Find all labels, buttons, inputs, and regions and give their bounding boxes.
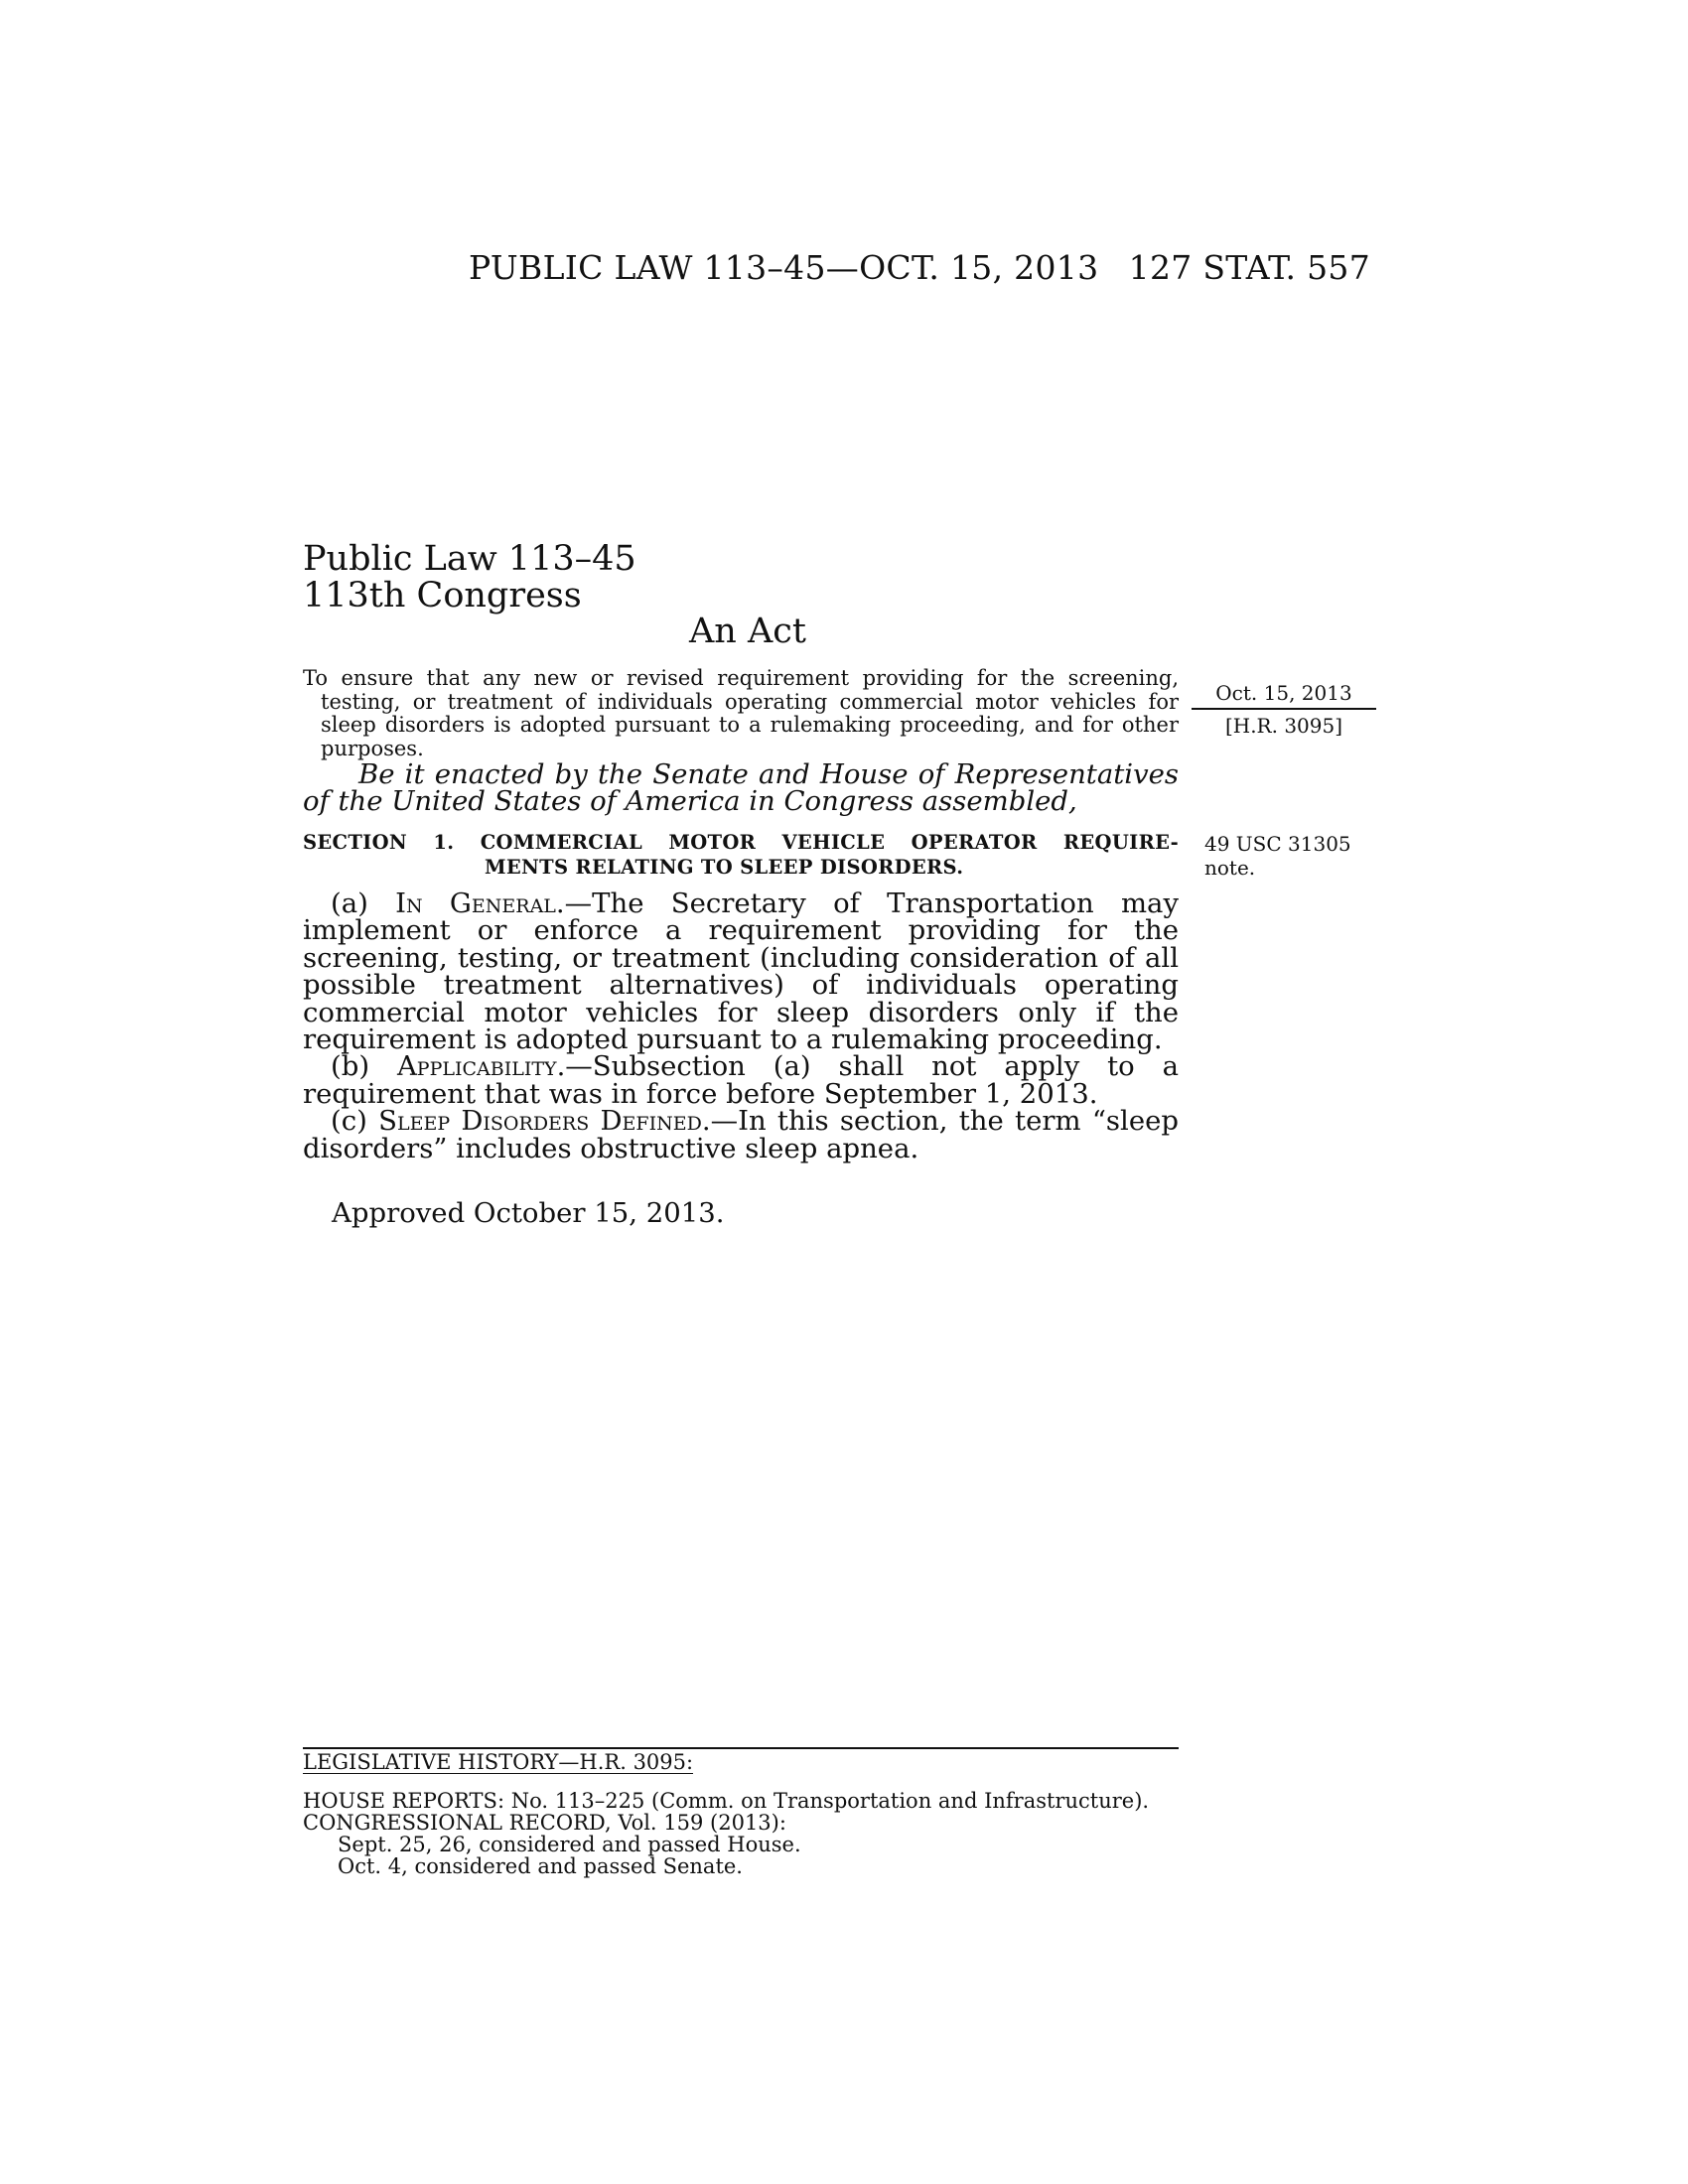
usc-citation-line: 49 USC 31305 (1204, 832, 1351, 856)
subsection-label: (a) (331, 887, 368, 919)
footer-divider (303, 1747, 1179, 1749)
subsection-heading: In General (395, 887, 556, 919)
public-law-number: Public Law 113–45 (303, 539, 636, 579)
section-heading-line-1: SECTION 1. COMMERCIAL MOTOR VEHICLE OPERATOR REQUIRE- (303, 831, 1179, 854)
subsection-label: (c) (331, 1105, 367, 1138)
usc-citation-note: note. (1204, 856, 1256, 880)
subsection-a (303, 887, 1179, 1056)
margin-note-date: Oct. 15, 2013 (1215, 681, 1352, 705)
subsection-text: .—In this section, the term “sleep disorders” includes obstructive sleep apnea. (303, 1105, 1179, 1164)
congress-label: 113th Congress (303, 576, 582, 615)
subsection-text: .—The Secretary of Transportation may implement or enforce a requirement providing for the screening, testing, or treatment (including consideration of all possible treatment alternatives) of individuals operating commercial motor vehicles for sleep disorders only if the requirement is adopted pursuant to a rulemaking proceeding. (303, 887, 1179, 1056)
subsection-heading: Applicability (396, 1050, 557, 1083)
subsection-text: .—Subsection (a) shall not apply to a requirement that was in force before September 1, 2013. (303, 1050, 1179, 1110)
long-title: To ensure that any new or revised requirement providing for the screening, testing, or treatment of individuals operating commercial motor vehicles for sleep disorders is adopted pursuant to a rulemaking proceeding, and for other purposes. (303, 666, 1179, 760)
section-body (303, 887, 1179, 1164)
section-heading-line-2: MENTS RELATING TO SLEEP DISORDERS. (485, 856, 964, 879)
section-heading (303, 830, 1179, 880)
approval-date: Approved October 15, 2013. (332, 1197, 725, 1229)
legislative-history-title: LEGISLATIVE HISTORY—H.R. 3095: (303, 1750, 694, 1774)
record-entry: Oct. 4, considered and passed Senate. (338, 1854, 743, 1878)
record-entry: Sept. 25, 26, considered and passed House. (338, 1833, 801, 1856)
margin-note-bill-number: [H.R. 3095] (1224, 714, 1343, 738)
margin-note-divider (1192, 708, 1376, 710)
congressional-record-line: CONGRESSIONAL RECORD, Vol. 159 (2013): (303, 1811, 786, 1835)
subsection-heading: Sleep Disorders Defined (378, 1105, 702, 1138)
running-header-title: PUBLIC LAW 113–45—OCT. 15, 2013 (469, 248, 1099, 287)
act-heading: An Act (689, 612, 806, 651)
legislative-history-items (303, 1790, 1179, 1877)
subsection-c (303, 1105, 1179, 1164)
legislative-history (303, 1751, 1179, 1877)
margin-note-usc-citation (1204, 832, 1389, 880)
running-header-page-number: 127 STAT. 557 (1128, 248, 1370, 287)
subsection-label: (b) (331, 1050, 370, 1083)
enacting-clause: Be it enacted by the Senate and House of Representatives of the United States of America in Congress assembled, (303, 758, 1179, 817)
subsection-b (303, 1050, 1179, 1110)
house-reports-line: HOUSE REPORTS: No. 113–225 (Comm. on Transportation and Infrastructure). (303, 1789, 1150, 1813)
